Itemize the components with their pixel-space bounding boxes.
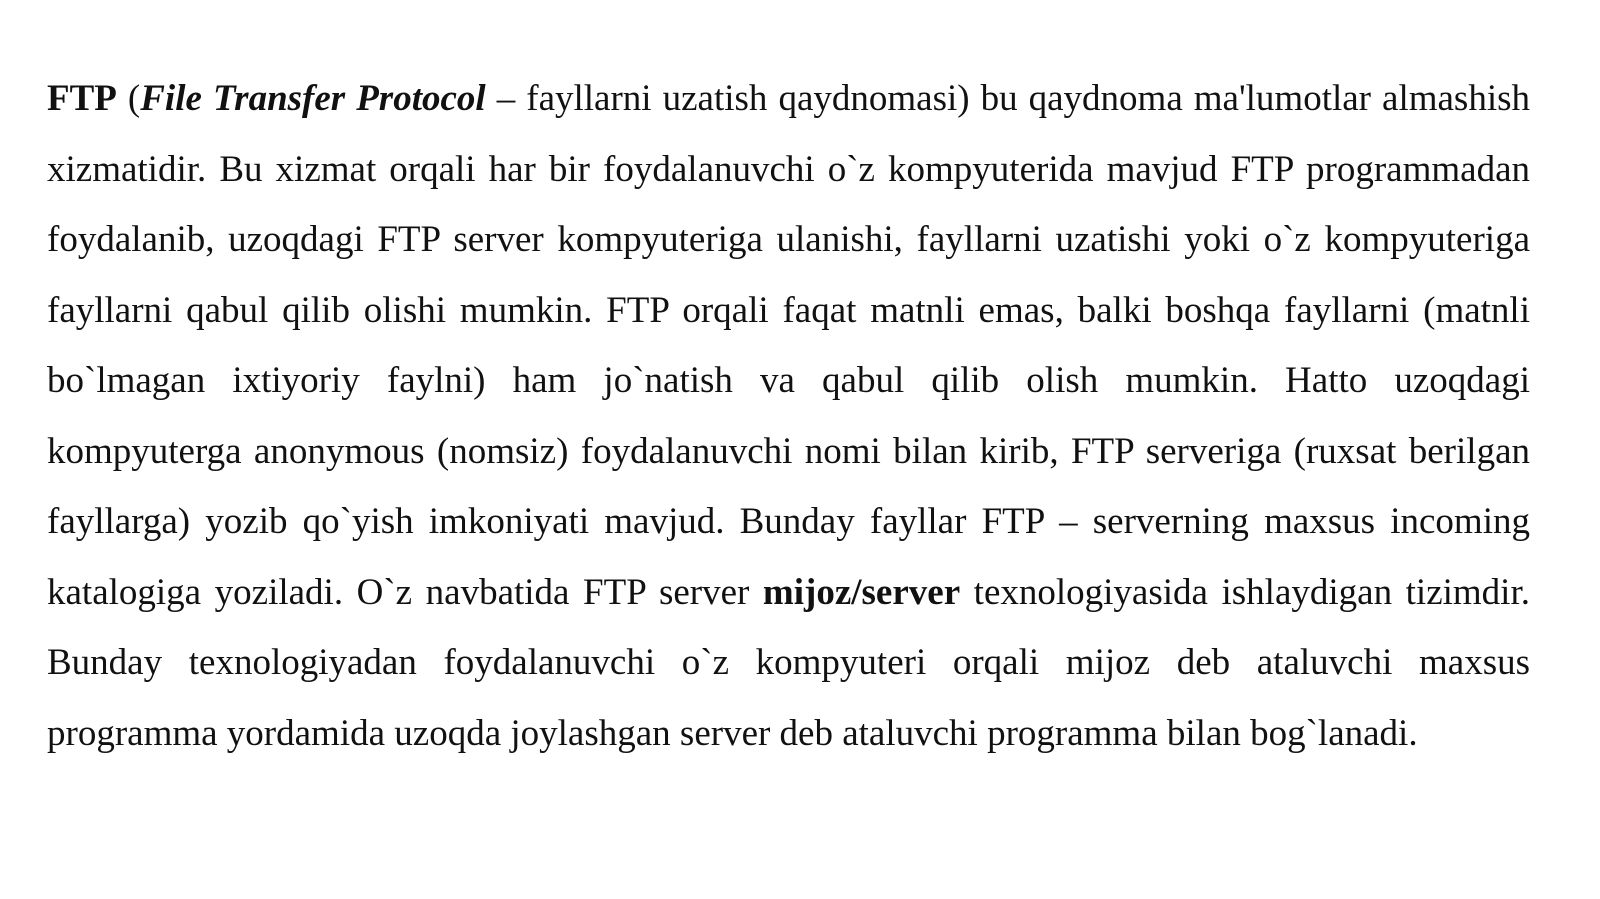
ftp-paragraph <box>47 64 1530 769</box>
term-expansion: File Transfer Protocol <box>140 78 486 119</box>
term-client-server: mijoz/server <box>762 571 961 613</box>
open-paren: ( <box>116 78 141 119</box>
document-page <box>47 64 1530 769</box>
paragraph-text-part-1: – fayllarni uzatish qaydnomasi) bu qaydnoma ma'lumotlar almashish xizmatidir. Bu xizmat orqali har bir foydalanuvchi o`z kompyuterida mavjud FTP programmadan foydalanib, uzoqdagi FTP server kompyuteriga ulanishi, fayllarni uzatishi yoki o`z kompyuteriga fayllarni qabul qilib olishi mumkin. FTP orqali faqat matnli emas, balki boshqa fayllarni (matnli bo`lmagan ixtiyoriy faylni) ham jo`natish va qabul qilib olish mumkin. Hatto uzoqdagi kompyuterga anonymous (nomsiz) foydalanuvchi nomi bilan kirib, FTP serveriga (ruxsat berilgan fayllarga) yozib qo`yish imkoniyati mavjud. Bunday fayllar FTP – serverning maxsus incoming katalogiga yoziladi. O`z navbatida FTP server <box>47 78 1531 613</box>
paragraph-text-part-2: texnologiyasida ishlaydigan tizimdir. Bunday texnologiyadan foydalanuvchi o`z kompyuteri orqali mijoz deb ataluvchi maxsus programma yordamida uzoqda joylashgan server deb ataluvchi programma bilan bog`lanadi. <box>47 571 1530 754</box>
term-ftp: FTP <box>47 78 117 119</box>
